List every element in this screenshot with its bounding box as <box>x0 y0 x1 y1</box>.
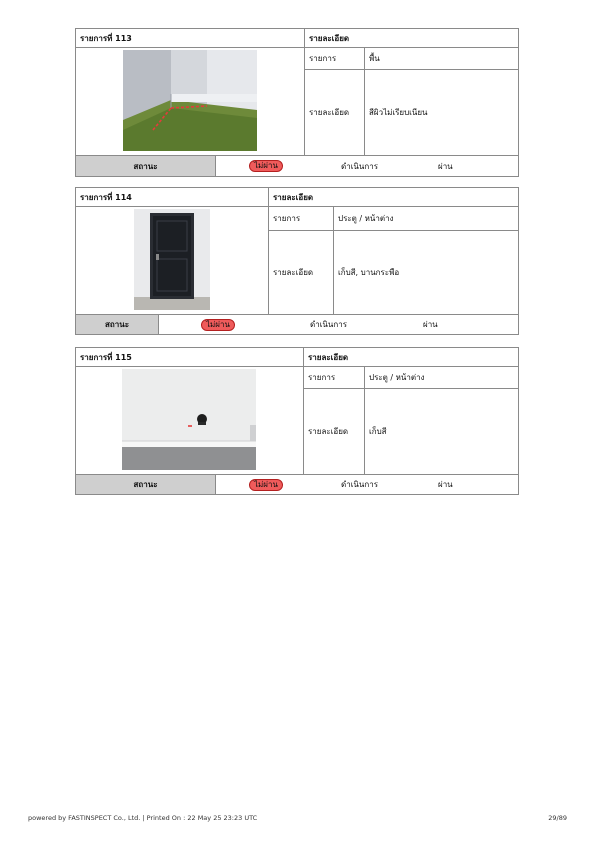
status-fail-badge[interactable]: ไม่ผ่าน <box>201 319 235 331</box>
detail-label: รายละเอียด <box>303 388 364 474</box>
item-title: รายการที่ 114 <box>80 192 132 202</box>
status-options <box>215 155 518 176</box>
field-label: รายการ <box>268 206 333 230</box>
details-header: รายละเอียด <box>304 29 518 47</box>
detail-value: สีผิวไม่เรียบเนียน <box>364 69 518 155</box>
footer-page-number: 29/89 <box>548 814 567 822</box>
detail-label: รายละเอียด <box>268 230 333 314</box>
details-header: รายละเอียด <box>268 188 518 206</box>
status-fail-badge[interactable]: ไม่ผ่าน <box>249 479 283 491</box>
photo-cell <box>76 47 304 155</box>
status-fail-badge[interactable]: ไม่ผ่าน <box>249 160 283 172</box>
field-value: ประตู / หน้าต่าง <box>333 206 518 230</box>
detail-value: เก็บสี <box>364 388 518 474</box>
status-in-progress[interactable]: ดำเนินการ <box>341 480 378 489</box>
field-label: รายการ <box>304 47 364 69</box>
status-label: สถานะ <box>76 474 215 494</box>
photo-cell <box>76 206 268 314</box>
photo-cell <box>76 366 303 474</box>
details-header: รายละเอียด <box>303 348 518 366</box>
inspection-card-113 <box>75 28 519 177</box>
footer-powered-by: powered by FASTINSPECT Co., Ltd. | Printed On : 22 May 25 23:23 UTC <box>28 814 258 822</box>
status-pass[interactable]: ผ่าน <box>438 480 453 489</box>
status-options <box>158 314 518 334</box>
status-options <box>215 474 518 494</box>
inspection-photo <box>134 209 210 310</box>
field-value: ประตู / หน้าต่าง <box>364 366 518 388</box>
inspection-card-115 <box>75 347 519 495</box>
status-label: สถานะ <box>76 155 215 176</box>
status-in-progress[interactable]: ดำเนินการ <box>310 320 347 329</box>
inspection-photo <box>122 369 256 470</box>
field-value: พื้น <box>364 47 518 69</box>
inspection-photo <box>123 50 257 151</box>
detail-label: รายละเอียด <box>304 69 364 155</box>
inspection-card-114 <box>75 187 519 335</box>
status-in-progress[interactable]: ดำเนินการ <box>341 161 378 171</box>
item-title: รายการที่ 113 <box>80 33 132 43</box>
status-label: สถานะ <box>76 314 158 334</box>
detail-value: เก็บสี, บานกระพือ <box>333 230 518 314</box>
status-pass[interactable]: ผ่าน <box>423 320 438 329</box>
status-pass[interactable]: ผ่าน <box>438 161 453 171</box>
field-label: รายการ <box>303 366 364 388</box>
item-title: รายการที่ 115 <box>80 352 132 362</box>
